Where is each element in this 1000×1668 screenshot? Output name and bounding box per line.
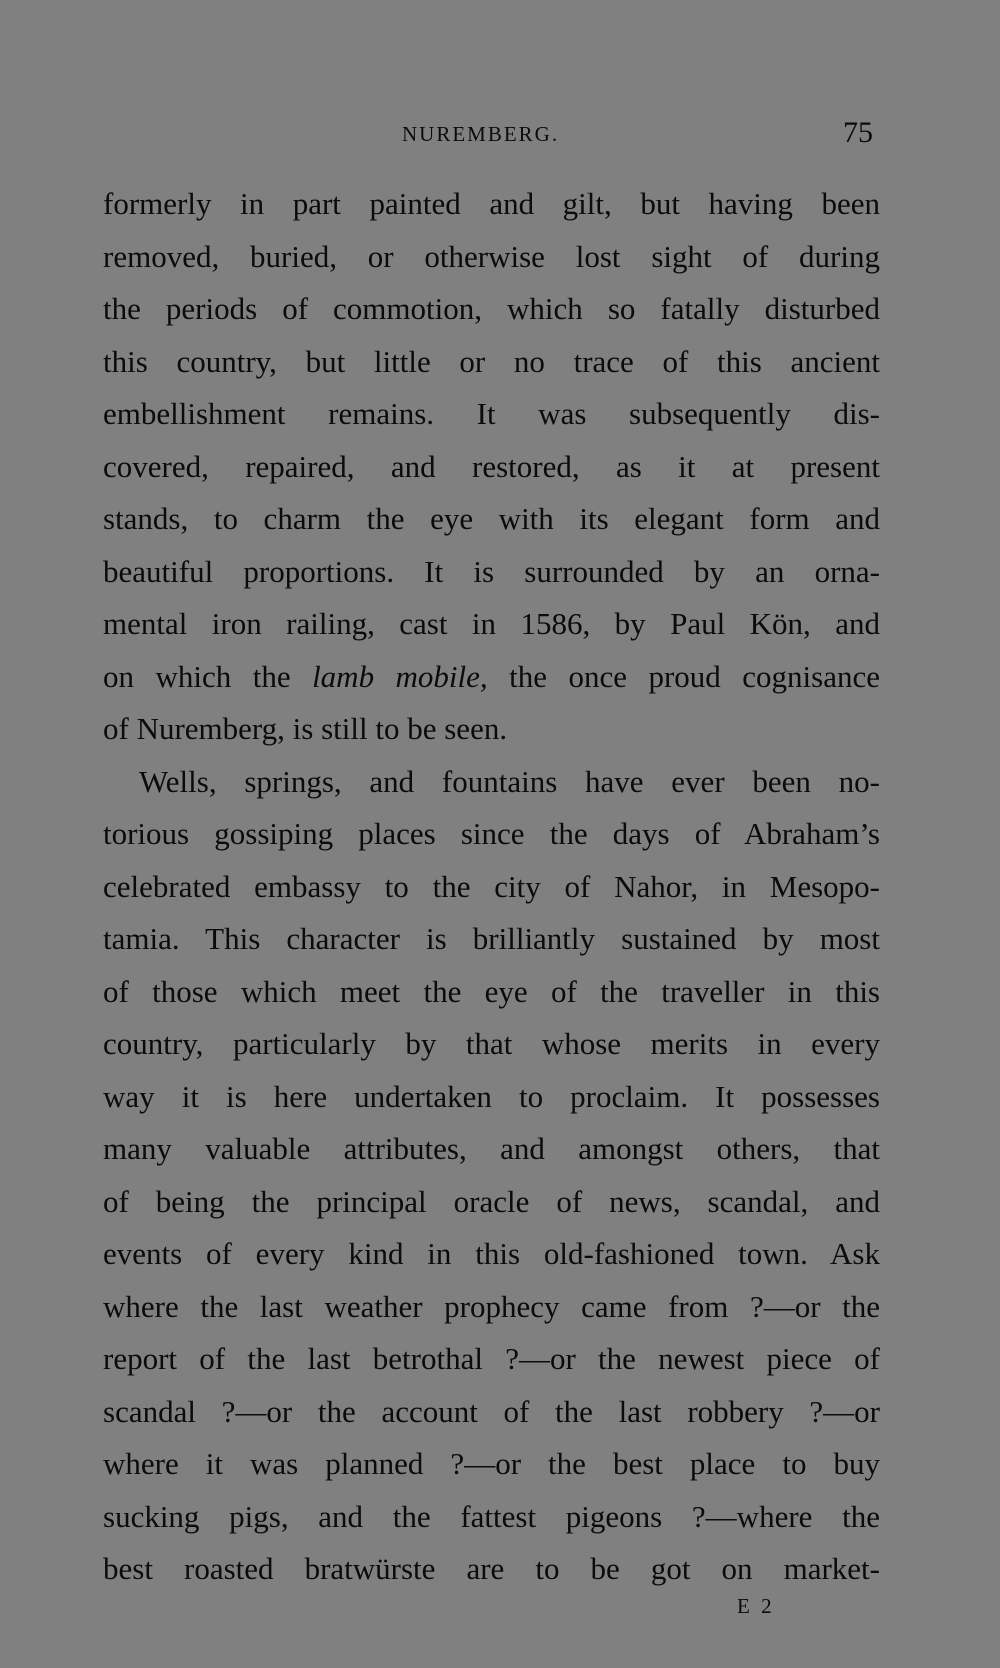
text-line: tamia. This character is brilliantly sustained by most [103,921,880,956]
text-line: this country, but little or no trace of this ancient [103,343,880,379]
italic-phrase: lamb mobile, [312,658,488,694]
running-head [0,116,1000,156]
text-line: many valuable attributes, and amongst others, that [103,1131,880,1166]
text-line: best roasted bratwürste are to be got on market- [103,1551,880,1586]
text-line: removed, buried, or otherwise lost sight of during [103,238,880,274]
body-text [103,178,880,1596]
text-line: of those which meet the eye of the traveller in this [103,973,880,1009]
text-line: way it is here undertaken to proclaim. It possesses [103,1078,880,1114]
text-line: formerly in part painted and gilt, but having been [103,186,880,221]
text-line: stands, to charm the eye with its elegant form and [103,501,880,536]
signature-mark: E 2 [737,1594,775,1618]
text-line [103,651,880,704]
text-run: on which the [103,658,313,694]
text-line: the periods of commotion, which so fatally disturbed [103,291,880,326]
text-line: events of every kind in this old-fashioned town. Ask [103,1236,880,1271]
text-line: beautiful proportions. It is surrounded by an orna- [103,553,880,589]
paragraph-wells-springs [103,756,880,1596]
page-number: 75 [843,116,873,149]
running-title: NUREMBERG. [402,122,560,146]
text-run: the once proud cognisance [487,658,880,694]
text-line: of being the principal oracle of news, scandal, and [103,1183,880,1219]
text-line: scandal ?—or the account of the last robbery ?—or [103,1393,880,1429]
paragraph-lamb-mobile [103,178,880,756]
text-line: where the last weather prophecy came from ?—or the [103,1288,880,1324]
text-line: mental iron railing, cast in 1586, by Paul Kön, and [103,606,880,641]
text-line: celebrated embassy to the city of Nahor, in Mesopo- [103,868,880,904]
text-line: of Nuremberg, is still to be seen. [103,711,508,746]
text-line: country, particularly by that whose merits in every [103,1026,880,1061]
text-line: torious gossiping places since the days of Abraham’s [103,816,880,851]
text-line: sucking pigs, and the fattest pigeons ?—where the [103,1498,880,1534]
text-line: where it was planned ?—or the best place to buy [103,1446,880,1481]
text-line: report of the last betrothal ?—or the newest piece of [103,1341,880,1376]
text-line: embellishment remains. It was subsequently dis- [103,396,880,431]
text-line: covered, repaired, and restored, as it at present [103,448,880,484]
text-line: Wells, springs, and fountains have ever been no- [139,763,880,799]
